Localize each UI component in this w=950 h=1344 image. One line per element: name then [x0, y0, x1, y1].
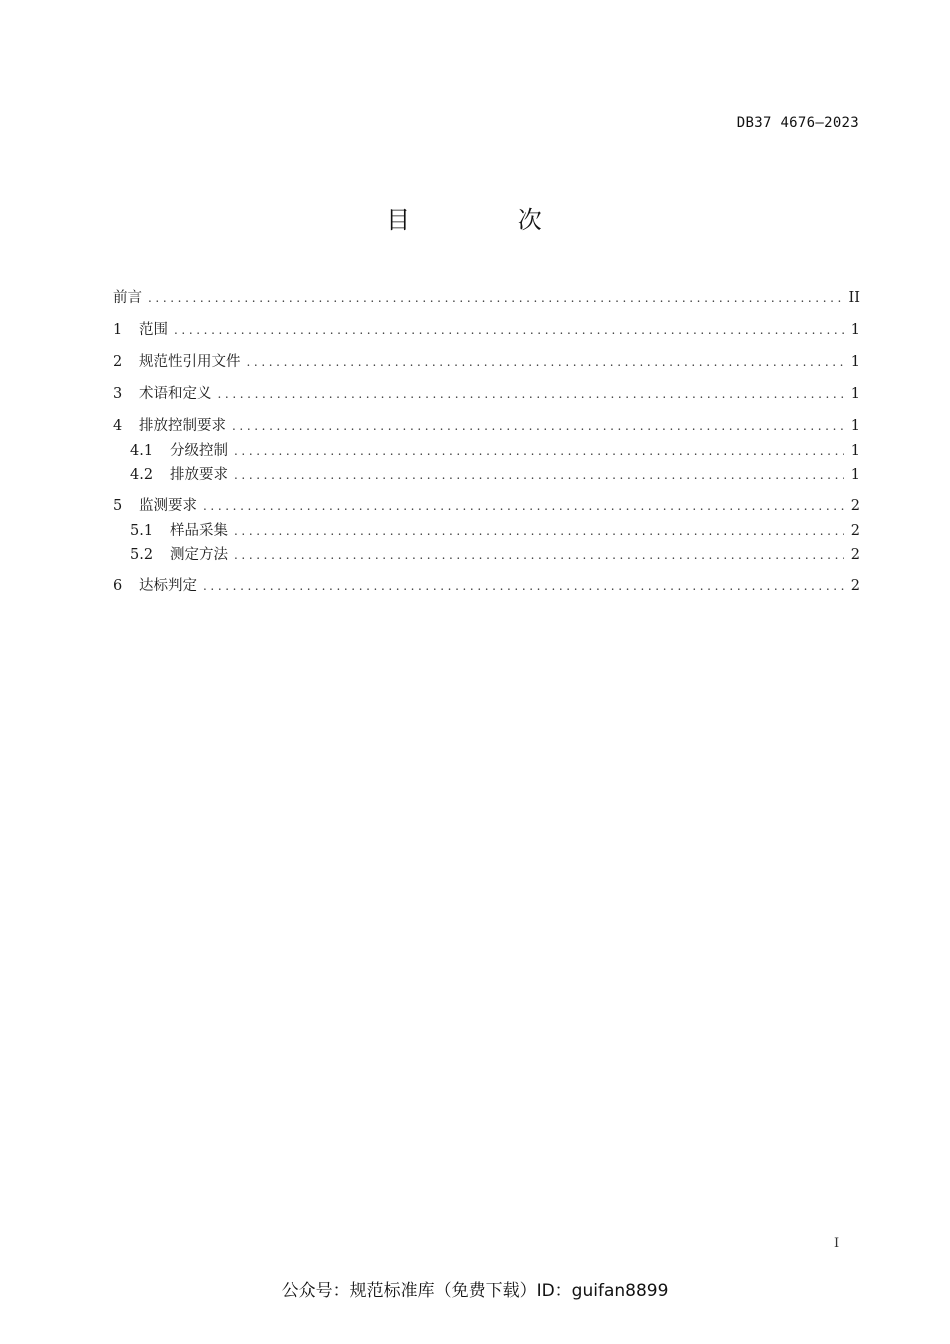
toc-entry-label: 前言 [113, 290, 142, 306]
toc-entry-page: 1 [850, 418, 860, 434]
toc-entry-number: 1 [113, 322, 123, 338]
toc-entry-page: 1 [850, 354, 860, 370]
toc-entry-number: 6 [113, 578, 123, 594]
watermark-text: 公众号：规范标准库（免费下载）ID：guifan8899 [281, 1281, 669, 1301]
toc-leader-dots [247, 351, 845, 373]
toc-leader-dots [148, 287, 843, 309]
toc-leader-dots [232, 415, 844, 437]
toc-entry-label: 排放要求 [170, 467, 228, 483]
toc-entry-number: 5.2 [130, 547, 154, 563]
toc-entry-monitoring[interactable] [113, 495, 860, 517]
toc-leader-dots [218, 383, 845, 405]
toc-entry-test-methods[interactable] [130, 544, 860, 566]
toc-entry-label: 达标判定 [139, 578, 197, 594]
toc-entry-page: 2 [850, 578, 860, 594]
toc-entry-emission-control[interactable] [113, 415, 860, 437]
toc-entry-label: 排放控制要求 [139, 418, 226, 434]
toc-entry-label: 样品采集 [170, 523, 228, 539]
page-number: I [834, 1236, 840, 1251]
toc-entry-label: 测定方法 [170, 547, 228, 563]
toc-entry-classified-control[interactable] [130, 440, 860, 462]
toc-entry-compliance[interactable] [113, 575, 860, 597]
toc-entry-number: 3 [113, 386, 123, 402]
toc-entry-label: 监测要求 [139, 498, 197, 514]
toc-entry-page: 1 [850, 322, 860, 338]
toc-leader-dots [234, 464, 844, 486]
toc-entry-page: 1 [850, 467, 860, 483]
toc-entry-number: 4.1 [130, 443, 154, 459]
toc-entry-page: 2 [850, 547, 860, 563]
toc-entry-scope[interactable] [113, 319, 860, 341]
document-code: DB37 4676—2023 [736, 115, 859, 131]
toc-leader-dots [234, 520, 844, 542]
toc-entry-page: 1 [850, 443, 860, 459]
toc-entry-page: 1 [850, 386, 860, 402]
toc-entry-normative-references[interactable] [113, 351, 860, 373]
toc-entry-label: 范围 [139, 322, 168, 338]
toc-entry-emission-requirements[interactable] [130, 464, 860, 486]
toc-entry-terms-definitions[interactable] [113, 383, 860, 405]
toc-leader-dots [234, 544, 844, 566]
toc-entry-page: II [848, 290, 860, 306]
toc-entry-page: 2 [850, 523, 860, 539]
toc-entry-label: 术语和定义 [139, 386, 212, 402]
toc-entry-label: 规范性引用文件 [139, 354, 241, 370]
toc-entry-number: 5.1 [130, 523, 154, 539]
toc-entry-number: 4.2 [130, 467, 154, 483]
toc-title: 目 次 [386, 206, 592, 234]
toc-entry-label: 分级控制 [170, 443, 228, 459]
toc-entry-page: 2 [850, 498, 860, 514]
toc-leader-dots [203, 575, 844, 597]
toc-leader-dots [234, 440, 844, 462]
toc-entry-number: 4 [113, 418, 123, 434]
toc-entry-number: 5 [113, 498, 123, 514]
toc-entry-sampling[interactable] [130, 520, 860, 542]
toc-leader-dots [203, 495, 844, 517]
toc-entry-number: 2 [113, 354, 123, 370]
toc-entry-foreword[interactable] [113, 287, 860, 309]
toc-leader-dots [174, 319, 844, 341]
